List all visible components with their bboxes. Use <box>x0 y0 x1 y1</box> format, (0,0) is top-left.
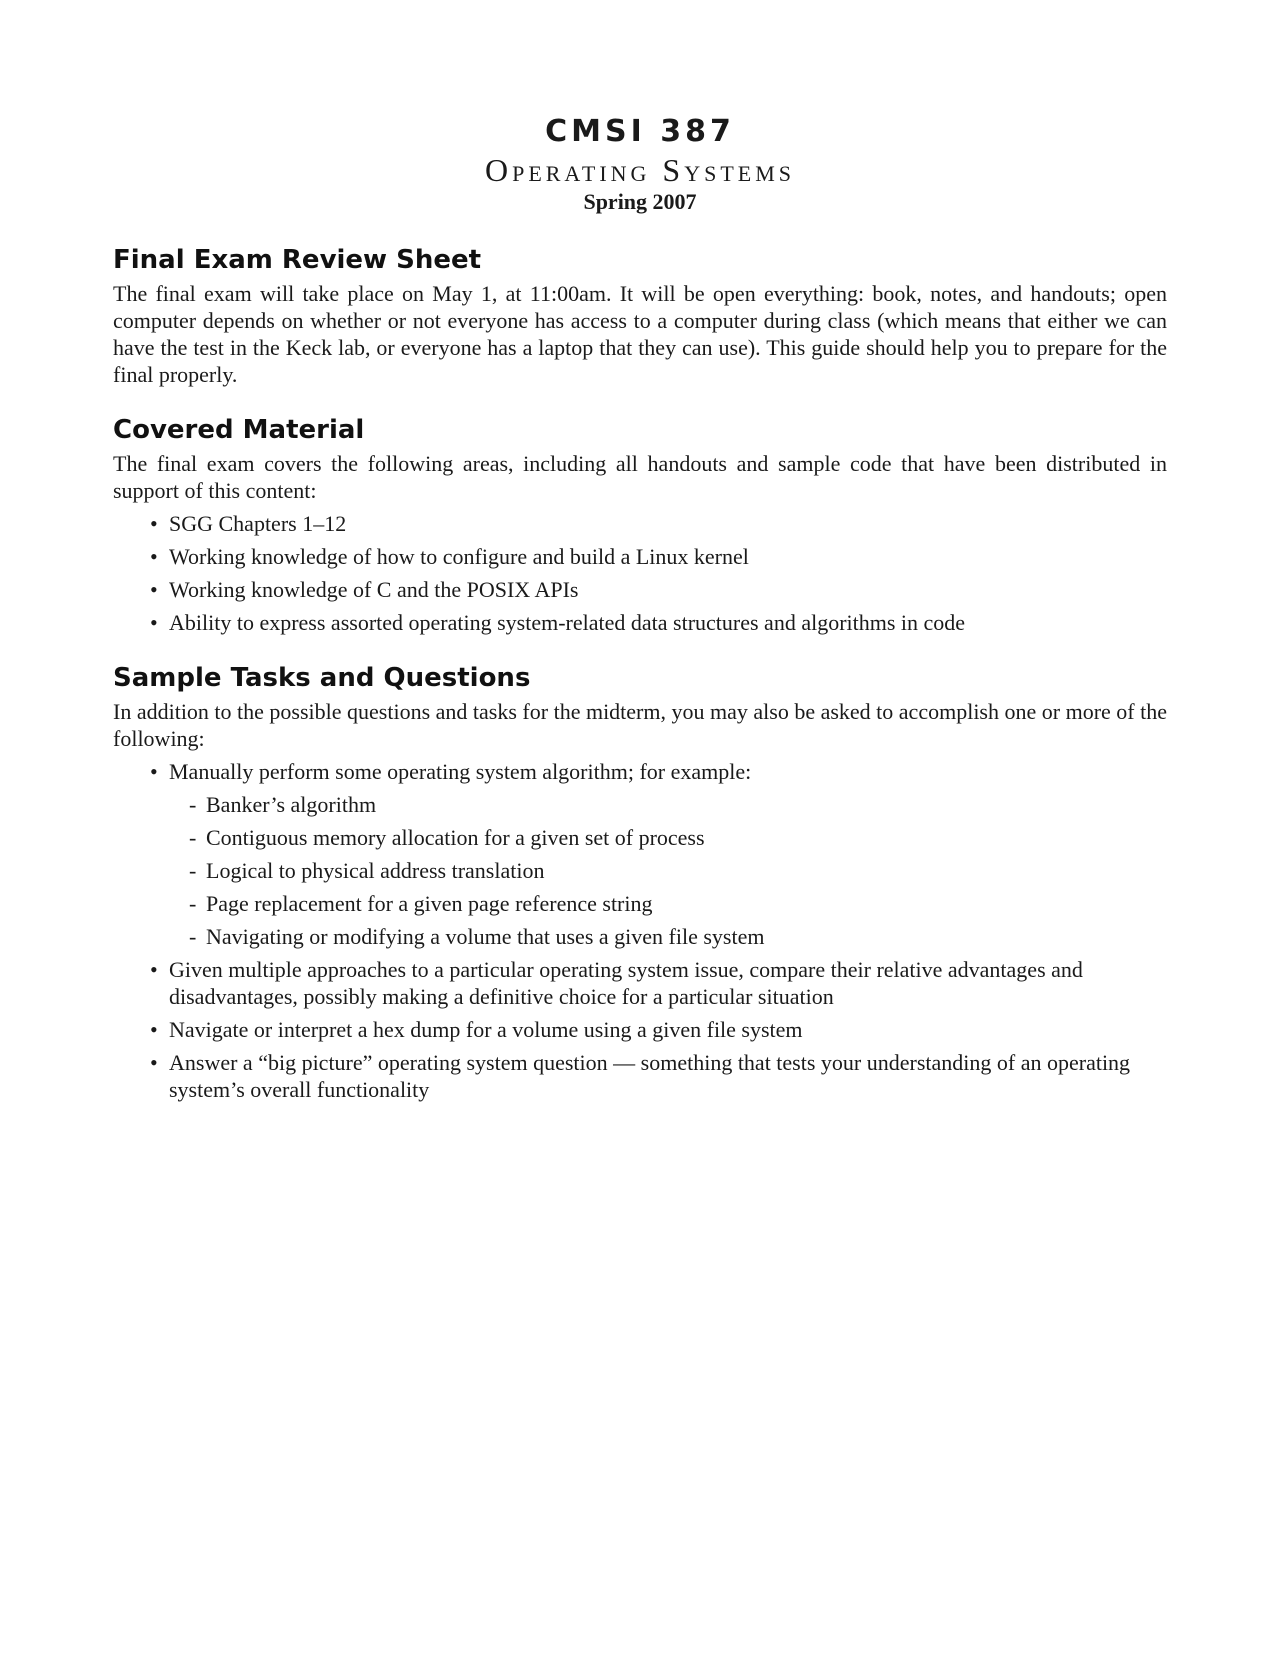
bullet-glyph: • <box>150 759 158 784</box>
course-term: Spring 2007 <box>583 189 697 214</box>
sub-list-item-text: Page replacement for a given page reference string <box>206 891 653 916</box>
bullet-glyph: • <box>150 577 158 602</box>
sub-list-item-text: Logical to physical address translation <box>206 858 545 883</box>
section-title-tasks: Sample Tasks and Questions <box>113 663 531 693</box>
bullet-glyph: • <box>150 1050 158 1075</box>
list-item-text: Working knowledge of how to configure and build a Linux kernel <box>169 544 749 569</box>
sub-list-item <box>189 923 1167 950</box>
course-name: Operating Systems <box>484 152 796 188</box>
list-item <box>150 609 1167 636</box>
bullet-glyph: • <box>150 610 158 635</box>
list-item <box>150 956 1167 1010</box>
list-item <box>150 510 1167 537</box>
course-code: CMSI 387 <box>545 114 735 149</box>
list-item <box>150 758 1167 950</box>
list-item-text: Navigate or interpret a hex dump for a volume using a given file system <box>169 1017 803 1042</box>
bullet-glyph: • <box>150 1017 158 1042</box>
section-title-covered: Covered Material <box>113 415 365 445</box>
sub-list-item <box>189 824 1167 851</box>
list-item-text: SGG Chapters 1–12 <box>169 511 347 536</box>
list-item <box>150 1016 1167 1043</box>
list-item-text: Given multiple approaches to a particular operating system issue, compare their relative advantages and disadvantages, possibly making a definitive choice for a particular situation <box>169 957 1083 1009</box>
sub-list-item <box>189 857 1167 884</box>
list-item <box>150 576 1167 603</box>
document-page <box>113 112 1167 1103</box>
sub-list-item-text: Navigating or modifying a volume that uses a given file system <box>206 924 765 949</box>
covered-paragraph: The final exam covers the following areas, including all handouts and sample code that have been distributed in support of this content: <box>113 451 1167 503</box>
tasks-paragraph: In addition to the possible questions and tasks for the midterm, you may also be asked to accomplish one or more of the following: <box>113 699 1167 751</box>
dash-glyph: - <box>189 891 197 916</box>
list-item <box>150 543 1167 570</box>
course-header <box>113 112 1167 216</box>
tasks-list <box>113 758 1167 1103</box>
dash-glyph: - <box>189 825 197 850</box>
dash-glyph: - <box>189 792 197 817</box>
list-item <box>150 1049 1167 1103</box>
sub-list-item <box>189 890 1167 917</box>
list-item-text: Manually perform some operating system algorithm; for example: <box>169 759 752 784</box>
algorithm-examples-list <box>169 791 1167 950</box>
list-item-text: Ability to express assorted operating system-related data structures and algorithms in code <box>169 610 966 635</box>
covered-list <box>113 510 1167 636</box>
bullet-glyph: • <box>150 957 158 982</box>
section-title-review: Final Exam Review Sheet <box>113 245 482 275</box>
bullet-glyph: • <box>150 544 158 569</box>
list-item-text: Working knowledge of C and the POSIX APIs <box>169 577 579 602</box>
review-paragraph: The final exam will take place on May 1, at 11:00am. It will be open everything: book, notes, and handouts; open computer depends on whether or not everyone has access to a computer during class (which means that either we can have the test in the Keck lab, or everyone has a laptop that they can use). This guide should help you to prepare for the final properly. <box>113 281 1167 387</box>
bullet-glyph: • <box>150 511 158 536</box>
dash-glyph: - <box>189 924 197 949</box>
sub-list-item <box>189 791 1167 818</box>
sub-list-item-text: Banker’s algorithm <box>206 792 377 817</box>
list-item-text: Answer a “big picture” operating system question — something that tests your understanding of an operating system’s overall functionality <box>169 1050 1131 1102</box>
sub-list-item-text: Contiguous memory allocation for a given set of process <box>206 825 705 850</box>
dash-glyph: - <box>189 858 197 883</box>
